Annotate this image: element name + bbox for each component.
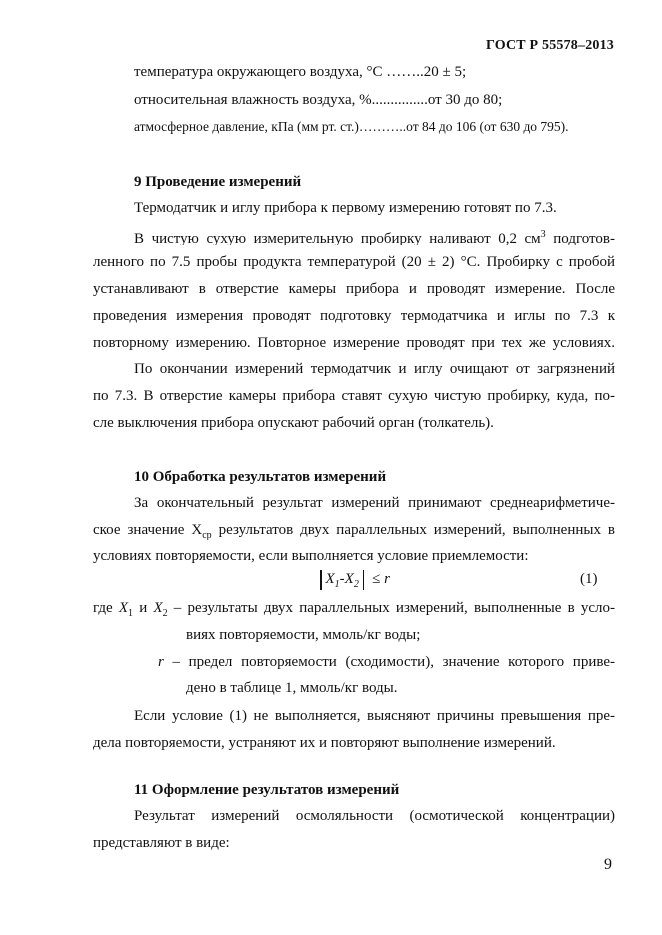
condition-humidity: относительная влажность воздуха, %...............от 30 до 80; <box>134 92 503 108</box>
s9-line: В чистую сухую измерительную пробирку наливают 0,2 $см^3$ подготов- <box>134 229 615 245</box>
s10-line: За окончательный результат измерений принимают среднеарифметиче- <box>134 495 615 511</box>
section-10-title: 10 Обработка результатов измерений <box>134 469 387 485</box>
s11-line: представляют в виде: <box>93 835 230 851</box>
section-9-title: 9 Проведение измерений <box>134 174 302 190</box>
condition-temperature: температура окружающего воздуха, °С ……..20 ± 5; <box>134 64 467 80</box>
section-11-title: 11 Оформление результатов измерений <box>134 782 400 798</box>
s10-para2: Если условие (1) не выполняется, выясняют причины превышения пре- <box>134 708 615 724</box>
s9-line: проведения измерения проводят подготовку термодатчика и иглы по 7.3 к <box>93 308 615 324</box>
s9-line: Термодатчик и иглу прибора к первому измерению готовят по 7.3. <box>134 200 557 216</box>
page-number: 9 <box>604 856 612 873</box>
r-definition: r – предел повторяемости (сходимости), значение которого приве- <box>158 654 615 670</box>
s9-line: сле выключения прибора опускают рабочий орган (толкатель). <box>93 415 494 431</box>
formula-1: $X_1-X_2 \le r$ <box>316 569 390 595</box>
s11-line: Результат измерений осмоляльности (осмотической концентрации) <box>134 808 615 824</box>
s9-line: по 7.3. В отверстие камеры прибора ставят сухую чистую пробирку, куда, по- <box>93 388 615 404</box>
s9-line: По окончании измерений термодатчик и иглу очищают от загрязнений <box>134 361 615 377</box>
standard-number: ГОСТ Р 55578–2013 <box>485 38 614 53</box>
abs-bar-right <box>363 570 365 590</box>
abs-bar-left <box>320 570 322 590</box>
s9-line: устанавливают в отверстие камеры прибора и проводят измерение. После <box>93 281 615 297</box>
equation-number: (1) <box>580 571 598 587</box>
r-definition-cont: дено в таблице 1, ммоль/кг воды. <box>186 680 398 696</box>
s10-line: условиях повторяемости, если выполняется условие приемлемости: <box>93 548 529 564</box>
condition-pressure: атмосферное давление, кПа (мм рт. ст.)………..от 84 до 106 (от 630 до 795). <box>134 119 569 134</box>
where-clause-cont: виях повторяемости, ммоль/кг воды; <box>186 627 421 643</box>
s9-line: повторному измерению. Повторное измерение проводят при тех же условиях. <box>93 335 615 351</box>
where-clause: где $X_1$ и $X_2$ – результаты двух параллельных измерений, выполненные в усло- <box>93 600 615 618</box>
s10-para2: дела повторяемости, устраняют их и повторяют выполнение измерений. <box>93 735 556 751</box>
s9-line: ленного по 7.5 пробы продукта температурой (20 ± 2) °С. Пробирку с пробой <box>93 254 615 270</box>
s10-line: ское значение $Х_{ср}$ результатов двух параллельных измерений, выполненных в <box>93 522 615 540</box>
